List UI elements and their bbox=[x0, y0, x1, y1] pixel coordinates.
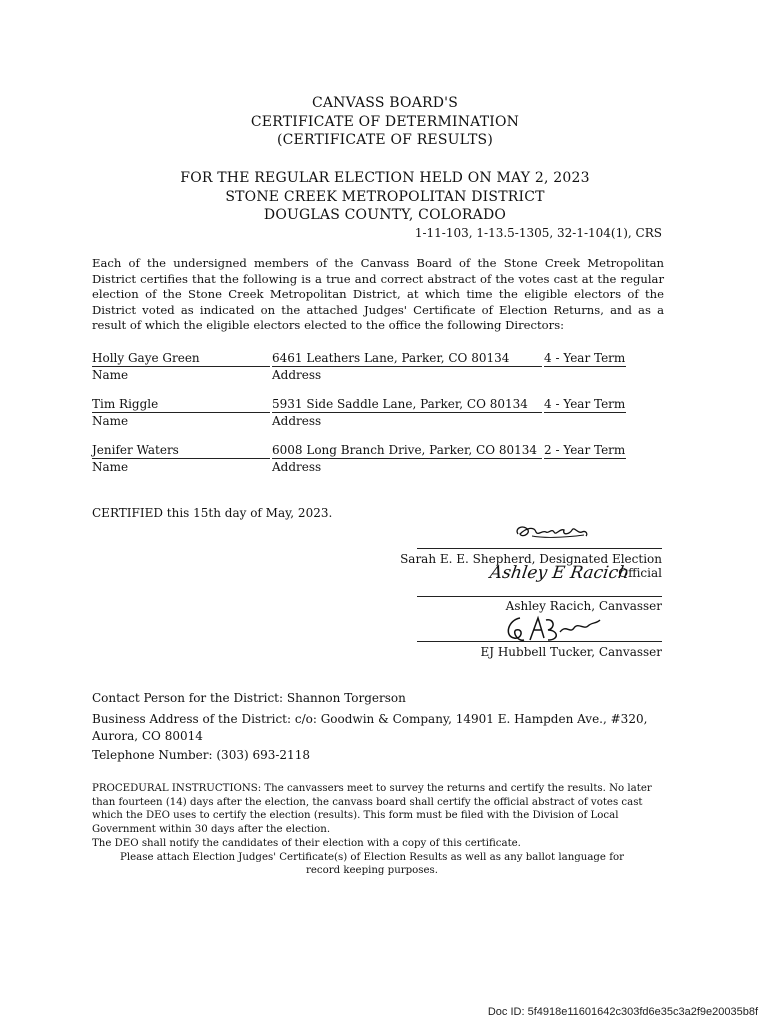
address-label: Address bbox=[272, 460, 322, 474]
director-name: Holly Gaye Green bbox=[92, 350, 270, 367]
signature-line bbox=[417, 641, 662, 642]
title-line-3: (CERTIFICATE OF RESULTS) bbox=[276, 132, 493, 148]
district-address-line-1: Business Address of the District: c/o: Goodwin & Company, 14901 E. Hampden Ave., #320, bbox=[92, 712, 648, 726]
title-line-1: CANVASS BOARD'S bbox=[311, 95, 459, 111]
procedural-instructions bbox=[92, 782, 652, 878]
signature-line bbox=[417, 596, 662, 597]
election-heading bbox=[0, 169, 770, 225]
director-address: 5931 Side Saddle Lane, Parker, CO 80134 bbox=[272, 396, 542, 413]
signer-title: EJ Hubbell Tucker, Canvasser bbox=[480, 645, 662, 659]
name-label: Name bbox=[92, 368, 129, 382]
district-address-line-2: Aurora, CO 80014 bbox=[92, 729, 203, 743]
name-label: Name bbox=[92, 414, 129, 428]
address-label: Address bbox=[272, 368, 322, 382]
director-address: 6461 Leathers Lane, Parker, CO 80134 bbox=[272, 350, 542, 367]
contact-person: Contact Person for the District: Shannon Torgerson bbox=[92, 691, 406, 705]
director-address: 6008 Long Branch Drive, Parker, CO 80134 bbox=[272, 442, 542, 459]
director-name: Jenifer Waters bbox=[92, 442, 270, 459]
signer-title: Sarah E. E. Shepherd, Designated Election Official bbox=[400, 552, 662, 580]
signer-title: Ashley Racich, Canvasser bbox=[505, 599, 662, 613]
procedural-para-1: PROCEDURAL INSTRUCTIONS: The canvassers meet to survey the returns and certify the results. No later than fourteen (14) days after the election, the canvass board shall certify the official abstract of votes cast which the DEO uses to certify the election (results). This form must be filed with the Division of Local Government within 30 days after the election. bbox=[92, 783, 652, 836]
election-line-1: FOR THE REGULAR ELECTION HELD ON MAY 2, 2023 bbox=[180, 170, 590, 186]
signature-shepherd bbox=[512, 520, 592, 544]
election-line-3: DOUGLAS COUNTY, COLORADO bbox=[263, 207, 507, 223]
statute-citation: 1-11-103, 1-13.5-1305, 32-1-104(1), CRS bbox=[414, 226, 662, 240]
procedural-para-3: Please attach Election Judges' Certificate(s) of Election Results as well as any ballot language for record keeping purposes. bbox=[120, 851, 624, 877]
certified-date: CERTIFIED this 15th day of May, 2023. bbox=[92, 506, 333, 520]
name-label: Name bbox=[92, 460, 129, 474]
procedural-para-2: The DEO shall notify the candidates of their election with a copy of this certificate. bbox=[92, 837, 521, 849]
election-line-2: STONE CREEK METROPOLITAN DISTRICT bbox=[225, 188, 545, 205]
district-phone: Telephone Number: (303) 693-2118 bbox=[92, 748, 310, 762]
intro-paragraph: Each of the undersigned members of the Canvass Board of the Stone Creek Metropolitan District certifies that the following is a true and correct abstract of the votes cast at the regular election of the Stone Creek Metropolitan District, at which time the eligible electors of the District voted as indicated on the attached Judges' Certificate of Election Returns, and as a result of which the eligible electors elected to the office the following Directors: bbox=[92, 256, 664, 333]
signature-racich: Ashley E Racich bbox=[488, 563, 631, 583]
address-label: Address bbox=[272, 414, 322, 428]
district-address bbox=[92, 711, 652, 745]
director-term: 2 - Year Term bbox=[544, 443, 626, 457]
director-name: Tim Riggle bbox=[92, 396, 270, 413]
doc-id: Doc ID: 5f4918e11601642c303fd6e35c3a2f9e20035b8f bbox=[487, 1006, 758, 1018]
director-term: 4 - Year Term bbox=[544, 397, 626, 411]
certificate-title bbox=[0, 94, 770, 150]
title-line-2: CERTIFICATE OF DETERMINATION bbox=[250, 113, 520, 130]
director-term: 4 - Year Term bbox=[544, 351, 626, 365]
signature-line bbox=[417, 548, 662, 549]
